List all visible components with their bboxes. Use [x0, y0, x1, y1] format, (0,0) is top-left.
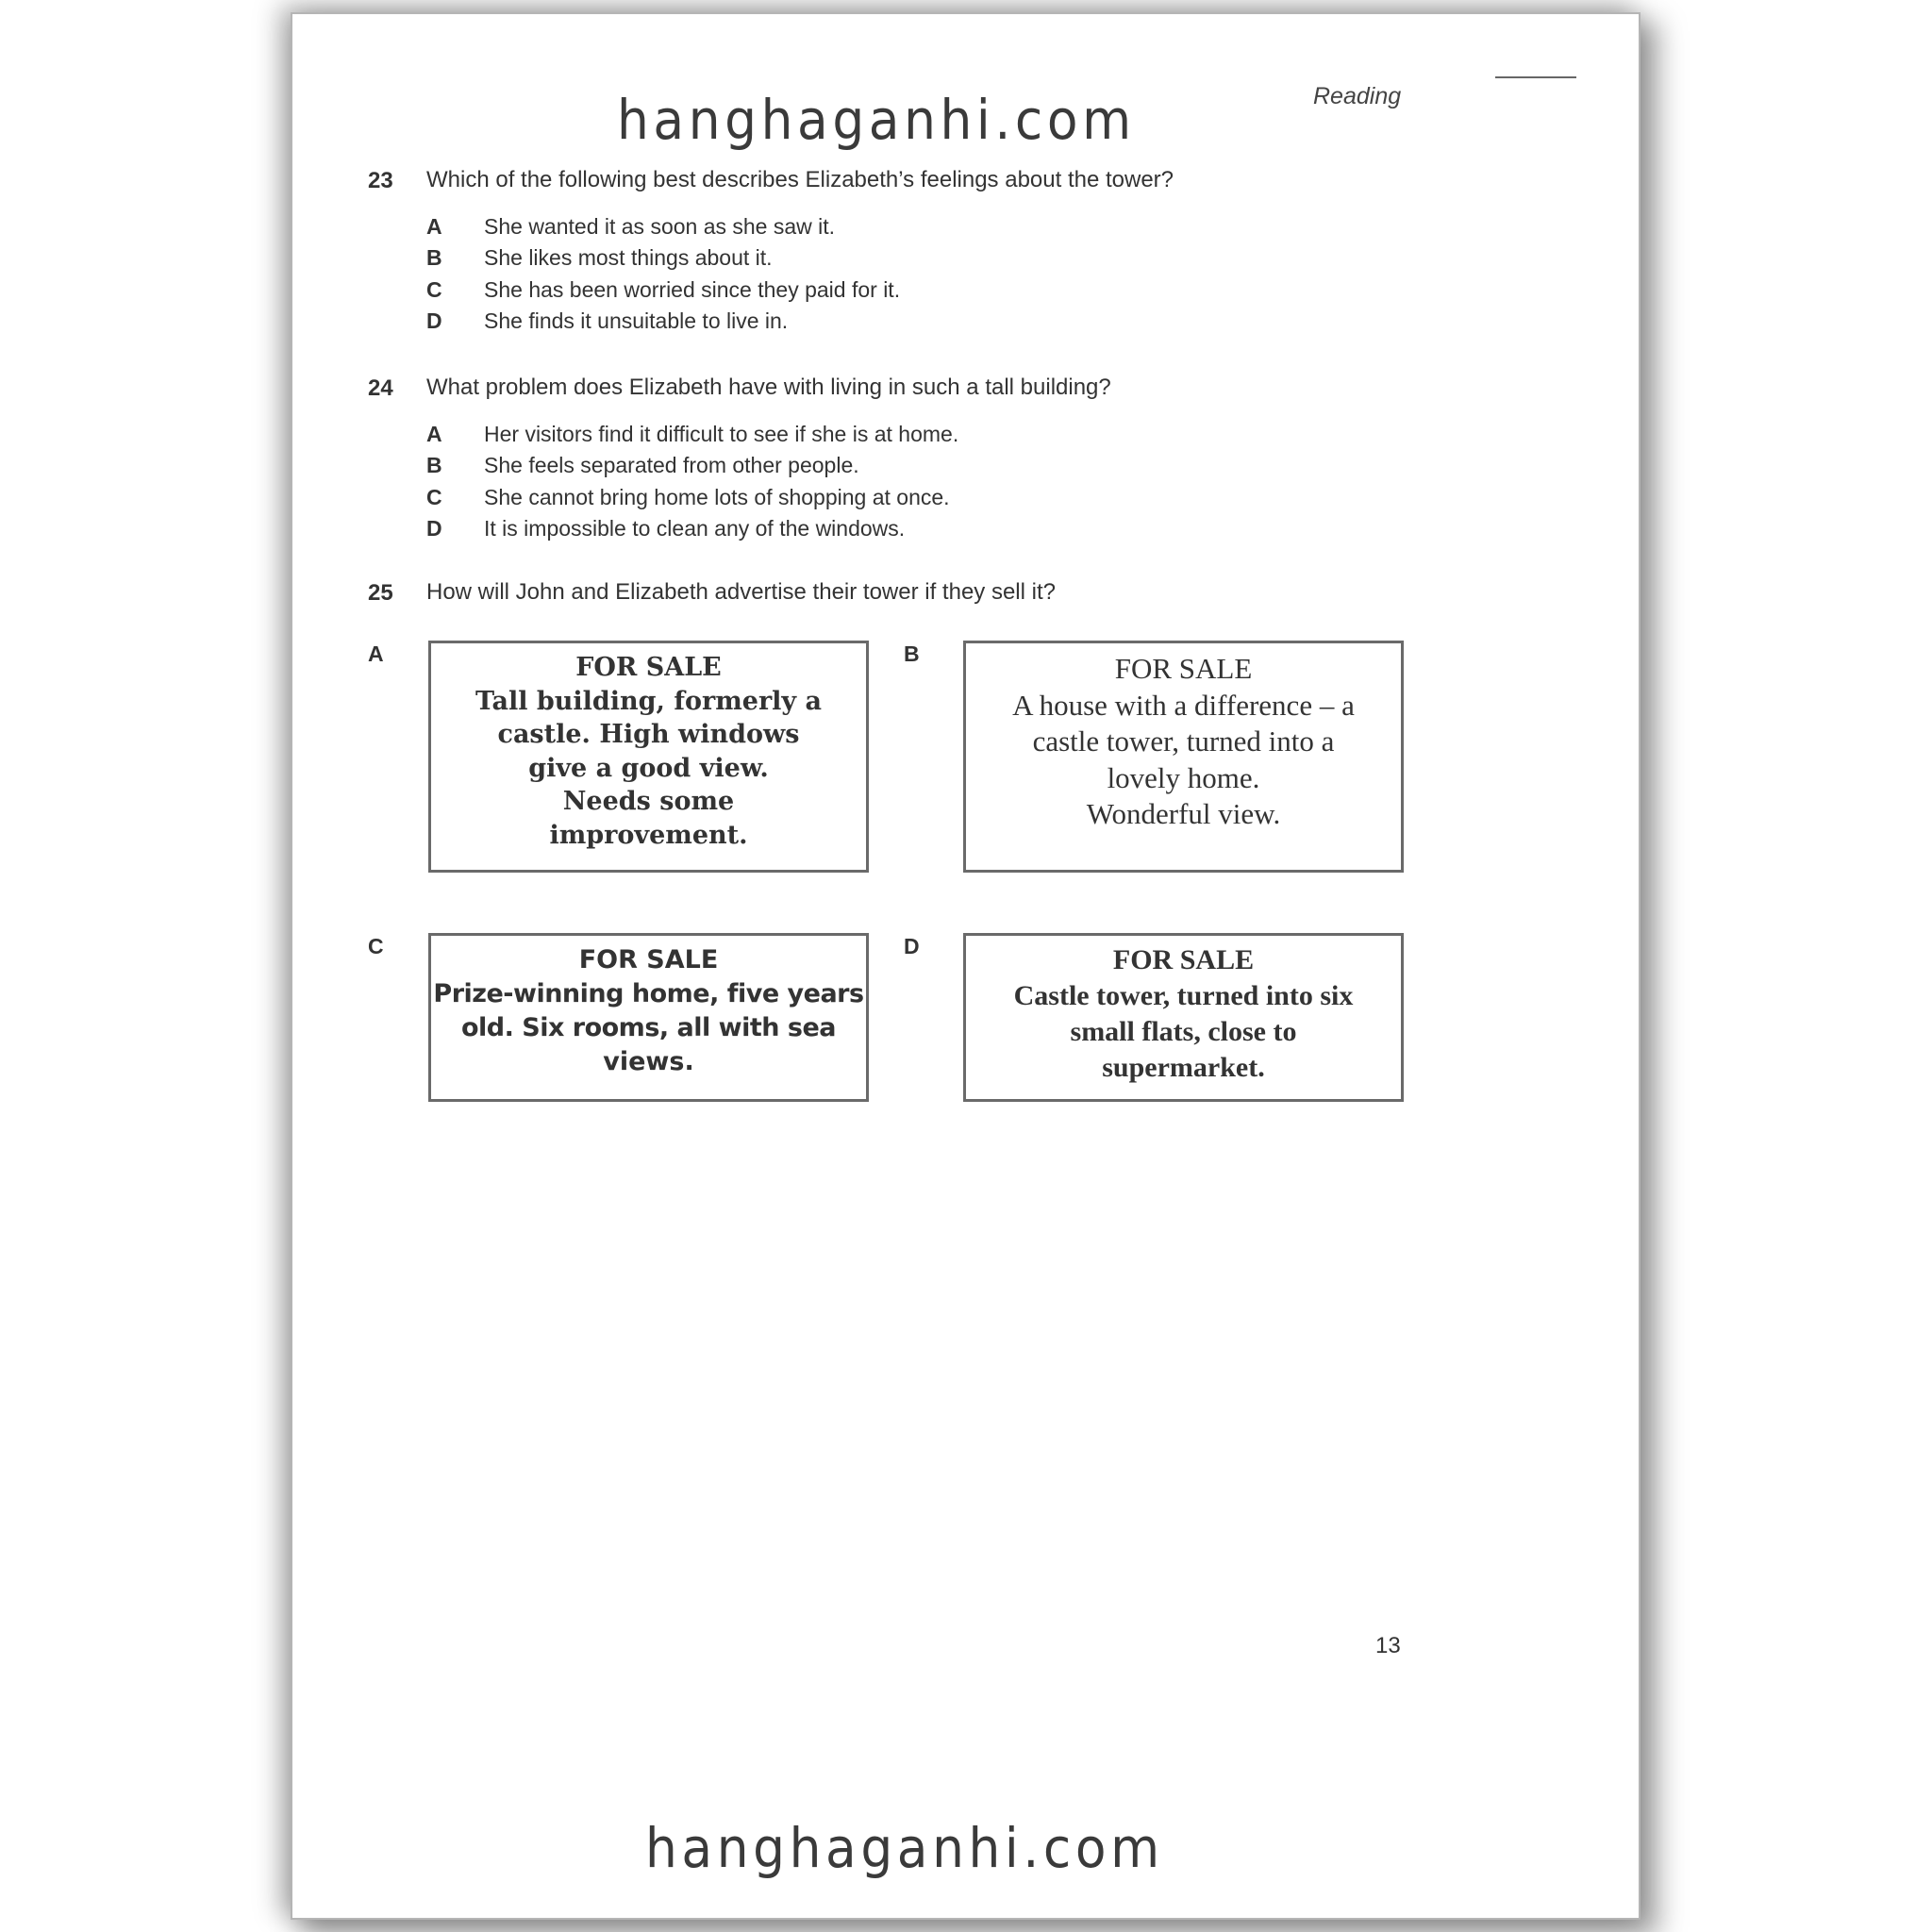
ad-line: improvement.	[549, 820, 748, 850]
ad-box-d[interactable]	[963, 933, 1404, 1102]
ad-box-a[interactable]	[428, 641, 869, 873]
ad-line: A house with a difference – a	[1012, 688, 1355, 722]
option-a[interactable]	[426, 210, 835, 242]
question-text: What problem does Elizabeth have with living in such a tall building?	[426, 375, 1111, 400]
option-a[interactable]	[426, 418, 958, 450]
ad-option-letter-b[interactable]: B	[904, 641, 920, 666]
ad-title: FOR SALE	[575, 653, 722, 682]
ad-option-letter-d[interactable]: D	[904, 934, 920, 958]
option-d[interactable]	[426, 512, 905, 544]
question-text: How will John and Elizabeth advertise their tower if they sell it?	[426, 579, 1056, 605]
ad-box-b[interactable]	[963, 641, 1404, 873]
ad-line: Tall building, formerly a	[475, 686, 823, 716]
ad-line: small flats, close to	[1070, 1016, 1297, 1047]
option-c[interactable]	[426, 481, 950, 513]
option-letter: A	[426, 421, 442, 446]
option-text: It is impossible to clean any of the windows.	[484, 515, 906, 541]
ad-title: FOR SALE	[1112, 944, 1255, 975]
option-letter: C	[426, 484, 442, 509]
ad-line: lovely home.	[1107, 760, 1260, 794]
ad-line: castle tower, turned into a	[1032, 724, 1335, 758]
question-text: Which of the following best describes Elizabeth’s feelings about the tower?	[426, 167, 1174, 192]
option-letter: D	[426, 308, 442, 333]
watermark-bottom: hanghaganhi.com	[645, 1816, 1164, 1880]
option-c[interactable]	[426, 274, 900, 306]
exam-page	[292, 14, 1639, 1918]
ad-line: views.	[603, 1047, 694, 1076]
ad-line: supermarket.	[1102, 1052, 1265, 1083]
watermark-top: hanghaganhi.com	[617, 88, 1136, 152]
option-d[interactable]	[426, 305, 788, 337]
page-number: 13	[1375, 1633, 1401, 1658]
option-text: She feels separated from other people.	[484, 452, 859, 477]
ad-line: castle. High windows	[497, 720, 800, 749]
section-label: Reading	[1313, 83, 1402, 109]
ad-line: Prize-winning home, five years	[433, 979, 864, 1008]
ad-box-c[interactable]	[428, 933, 869, 1102]
ad-option-letter-a[interactable]: A	[368, 641, 384, 666]
option-text: She likes most things about it.	[484, 244, 773, 270]
option-text: She finds it unsuitable to live in.	[484, 308, 789, 333]
corner-rule	[1495, 76, 1576, 78]
ad-line: Wonderful view.	[1086, 797, 1281, 830]
option-letter: B	[426, 452, 442, 477]
ad-option-letter-c[interactable]: C	[368, 934, 384, 958]
question-number: 24	[368, 375, 393, 401]
ad-title: FOR SALE	[578, 945, 719, 974]
option-letter: A	[426, 213, 442, 239]
option-letter: B	[426, 244, 442, 270]
option-letter: D	[426, 515, 442, 541]
ad-line: Needs some	[562, 787, 735, 816]
option-text: She cannot bring home lots of shopping at once.	[484, 484, 950, 509]
option-text: She has been worried since they paid for it.	[484, 276, 901, 302]
option-text: Her visitors find it difficult to see if she is at home.	[484, 421, 959, 446]
ad-line: give a good view.	[528, 753, 769, 783]
ad-title: FOR SALE	[1114, 652, 1253, 685]
option-b[interactable]	[426, 242, 773, 274]
option-text: She wanted it as soon as she saw it.	[484, 213, 836, 239]
question-number: 23	[368, 168, 393, 193]
ad-line: old. Six rooms, all with sea	[460, 1013, 837, 1042]
question-number: 25	[368, 580, 393, 606]
ad-line: Castle tower, turned into six	[1013, 980, 1354, 1011]
option-b[interactable]	[426, 449, 859, 481]
option-letter: C	[426, 276, 442, 302]
